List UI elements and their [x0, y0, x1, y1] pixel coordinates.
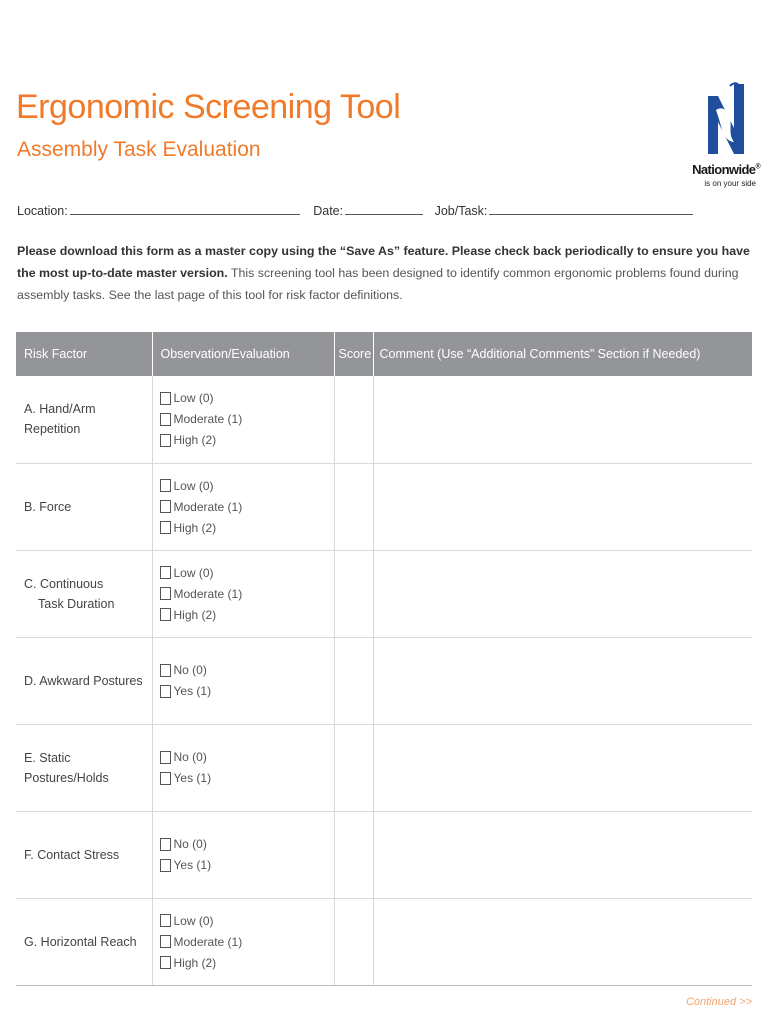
- score-cell[interactable]: [334, 463, 373, 550]
- risk-factor-table: [16, 332, 752, 986]
- checkbox[interactable]: [160, 479, 171, 492]
- risk-factor-label: F. Contact Stress: [16, 811, 152, 898]
- option-yes[interactable]: Yes (1): [160, 855, 334, 876]
- comment-cell[interactable]: [373, 898, 752, 985]
- intro-bold-text: Please download this form as a master copy using the “Save As” feature. Please check back periodically to ensure you have the most up-to-date master version.: [17, 244, 750, 280]
- option-high[interactable]: High (2): [160, 604, 334, 625]
- checkbox[interactable]: [160, 413, 171, 426]
- checkbox[interactable]: [160, 935, 171, 948]
- score-cell[interactable]: [334, 376, 373, 463]
- checkbox[interactable]: [160, 392, 171, 405]
- table-row: [16, 724, 752, 811]
- option-moderate[interactable]: Moderate (1): [160, 409, 334, 430]
- risk-factor-label: A. Hand/Arm Repetition: [16, 376, 152, 463]
- checkbox[interactable]: [160, 500, 171, 513]
- checkbox[interactable]: [160, 956, 171, 969]
- options-cell: [152, 637, 334, 724]
- job-task-field[interactable]: [489, 203, 693, 215]
- score-cell[interactable]: [334, 724, 373, 811]
- risk-factor-label: G. Horizontal Reach: [16, 898, 152, 985]
- header-comment: Comment (Use “Additional Comments” Section if Needed): [373, 332, 752, 376]
- page-title: Ergonomic Screening Tool: [16, 88, 401, 126]
- options-cell: [152, 898, 334, 985]
- option-no[interactable]: No (0): [160, 834, 334, 855]
- table-row: [16, 550, 752, 637]
- checkbox[interactable]: [160, 664, 171, 677]
- location-label: Location:: [17, 204, 68, 218]
- option-yes[interactable]: Yes (1): [160, 768, 334, 789]
- comment-cell[interactable]: [373, 724, 752, 811]
- checkbox[interactable]: [160, 587, 171, 600]
- header-score: Score: [334, 332, 373, 376]
- options-cell: [152, 811, 334, 898]
- checkbox[interactable]: [160, 566, 171, 579]
- options-cell: [152, 550, 334, 637]
- form-fields: [17, 203, 697, 218]
- job-task-label: Job/Task:: [434, 204, 488, 218]
- table-row: [16, 376, 752, 463]
- risk-factor-label: C. Continuous Task Duration: [16, 550, 152, 637]
- comment-cell[interactable]: [373, 550, 752, 637]
- score-cell[interactable]: [334, 637, 373, 724]
- nationwide-logo: [690, 80, 760, 200]
- option-high[interactable]: High (2): [160, 952, 334, 973]
- logo-tagline: is on your side: [704, 179, 756, 188]
- location-field[interactable]: [70, 203, 300, 215]
- comment-cell[interactable]: [373, 463, 752, 550]
- checkbox[interactable]: [160, 434, 171, 447]
- checkbox[interactable]: [160, 608, 171, 621]
- table-row: [16, 637, 752, 724]
- checkbox[interactable]: [160, 521, 171, 534]
- comment-cell[interactable]: [373, 811, 752, 898]
- score-cell[interactable]: [334, 811, 373, 898]
- option-moderate[interactable]: Moderate (1): [160, 931, 334, 952]
- header-risk-factor: Risk Factor: [16, 332, 152, 376]
- table-row: [16, 898, 752, 985]
- option-high[interactable]: High (2): [160, 517, 334, 538]
- options-cell: [152, 463, 334, 550]
- intro-paragraph: [17, 240, 757, 306]
- date-label: Date:: [313, 204, 344, 218]
- comment-cell[interactable]: [373, 376, 752, 463]
- table-row: [16, 463, 752, 550]
- option-low[interactable]: Low (0): [160, 388, 334, 409]
- option-moderate[interactable]: Moderate (1): [160, 496, 334, 517]
- checkbox[interactable]: [160, 914, 171, 927]
- eagle-n-logo-icon: [704, 80, 748, 162]
- comment-cell[interactable]: [373, 637, 752, 724]
- risk-factor-label: E. Static Postures/Holds: [16, 724, 152, 811]
- option-low[interactable]: Low (0): [160, 910, 334, 931]
- risk-factor-label: B. Force: [16, 463, 152, 550]
- option-yes[interactable]: Yes (1): [160, 681, 334, 702]
- option-moderate[interactable]: Moderate (1): [160, 583, 334, 604]
- header-observation: Observation/Evaluation: [152, 332, 334, 376]
- options-cell: [152, 724, 334, 811]
- options-cell: [152, 376, 334, 463]
- option-low[interactable]: Low (0): [160, 475, 334, 496]
- page-subtitle: Assembly Task Evaluation: [17, 138, 261, 161]
- option-no[interactable]: No (0): [160, 660, 334, 681]
- checkbox[interactable]: [160, 838, 171, 851]
- table-row: [16, 811, 752, 898]
- logo-wordmark: Nationwide®: [692, 162, 760, 177]
- checkbox[interactable]: [160, 685, 171, 698]
- checkbox[interactable]: [160, 772, 171, 785]
- checkbox[interactable]: [160, 751, 171, 764]
- option-high[interactable]: High (2): [160, 430, 334, 451]
- risk-factor-label: D. Awkward Postures: [16, 637, 152, 724]
- date-field[interactable]: [345, 203, 423, 215]
- option-no[interactable]: No (0): [160, 747, 334, 768]
- checkbox[interactable]: [160, 859, 171, 872]
- table-header-row: [16, 332, 752, 376]
- score-cell[interactable]: [334, 550, 373, 637]
- intro-normal-text: This screening tool has been designed to identify common ergonomic problems found during assembly tasks. See the last page of this tool for risk factor definitions.: [17, 266, 739, 302]
- continued-link[interactable]: Continued >>: [685, 996, 752, 1008]
- option-low[interactable]: Low (0): [160, 562, 334, 583]
- score-cell[interactable]: [334, 898, 373, 985]
